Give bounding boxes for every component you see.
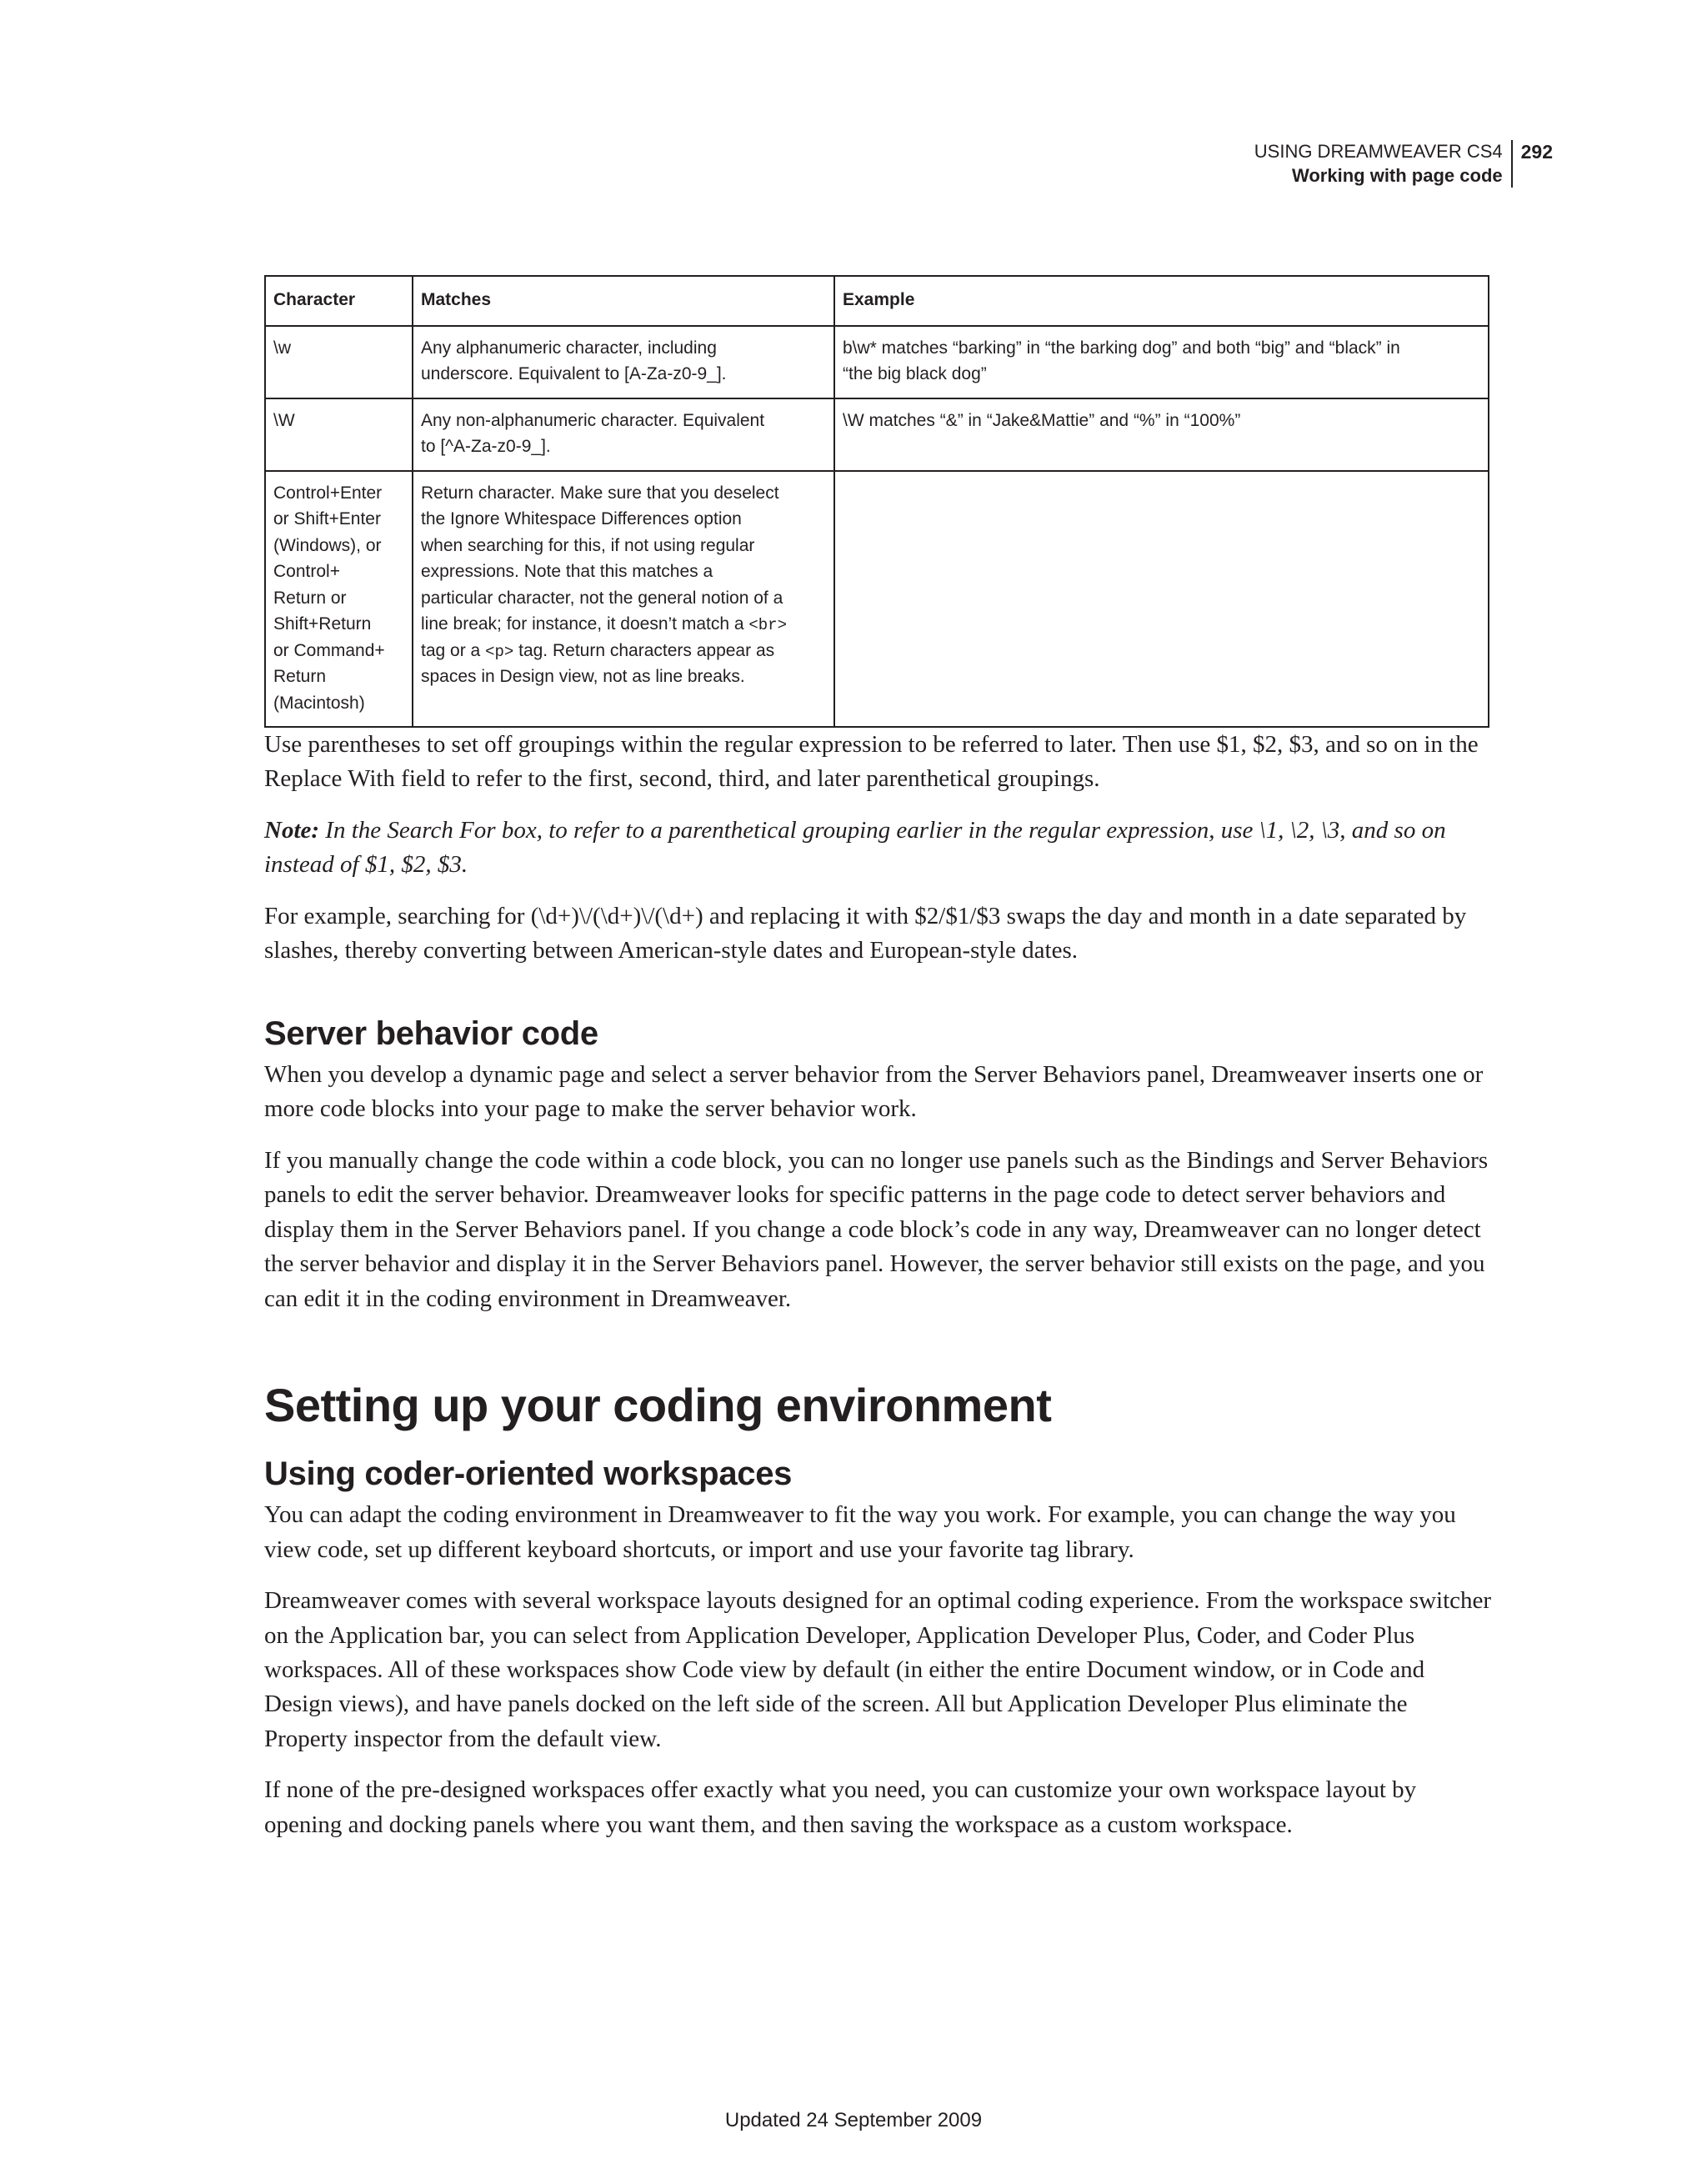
example-cell — [834, 326, 1489, 398]
chapter-title: Working with page code — [1292, 164, 1503, 186]
table-row — [265, 398, 1489, 471]
cell-text: tag or a — [421, 640, 486, 660]
cell-line: Control+ — [273, 562, 340, 581]
cell-line: Shift+Return — [273, 614, 372, 634]
cell-line: underscore. Equivalent to [A-Za-z0-9_]. — [421, 364, 727, 383]
column-header-example: Example — [834, 276, 1489, 326]
table-row — [265, 471, 1489, 728]
cell-line: \W matches “&” in “Jake&Mattie” and “%” in “100%” — [843, 410, 1241, 430]
paragraph-workspaces-1: You can adapt the coding environment in Dreamweaver to fit the way you work. For example, you can change the way you view code, set up different keyboard shortcuts, or import and use your favorite tag library. — [264, 1501, 1456, 1563]
paragraph-groupings: Use parentheses to set off groupings within the regular expression to be referred to later. Then use $1, $2, $3, and so on in the Replace With field to refer to the first, second, third, and later parenthetical groupings. — [264, 731, 1479, 793]
matches-cell — [413, 326, 834, 398]
page-number: 292 — [1520, 141, 1553, 163]
cell-line: or Shift+Enter — [273, 509, 381, 528]
cell-line: spaces in Design view, not as line breaks. — [421, 667, 745, 686]
paragraph-server-2: If you manually change the code within a code block, you can no longer use panels such as the Bindings and Server Behaviors panels to edit the server behavior. Dreamweaver looks for specific patterns in the page code to detect server behaviors and display them in the Server Behaviors panel. If you change a code block’s code in any way, Dreamweaver can no longer detect the server behavior and display it in the Server Behaviors panel. However, the server behavior still exists on the page, and you can edit it in the coding environment in Dreamweaver. — [264, 1146, 1489, 1312]
cell-line: Return or — [273, 588, 347, 608]
cell-line: Return character. Make sure that you deselect — [421, 483, 779, 503]
cell-line: to [^A-Za-z0-9_]. — [421, 437, 551, 456]
cell-text: tag. Return characters appear as — [513, 640, 775, 660]
example-cell — [834, 398, 1489, 471]
cell-line: Any non-alphanumeric character. Equivalent — [421, 410, 765, 430]
matches-cell — [413, 398, 834, 471]
cell-line: when searching for this, if not using regular — [421, 535, 755, 555]
column-header-matches: Matches — [413, 276, 834, 326]
running-head — [1254, 140, 1553, 188]
cell-line: or Command+ — [273, 640, 385, 660]
cell-line: \W — [273, 410, 295, 430]
column-header-character: Character — [265, 276, 413, 326]
page-content — [264, 275, 1494, 1859]
character-cell — [265, 471, 413, 728]
note-label: Note: — [264, 816, 320, 844]
cell-line: “the big black dog” — [843, 364, 987, 383]
running-head-text — [1254, 140, 1513, 188]
example-cell — [834, 471, 1489, 728]
note-paragraph — [264, 814, 1494, 883]
p-tag-code: <p> — [485, 642, 514, 661]
paragraph-workspaces-2: Dreamweaver comes with several workspace layouts designed for an optimal coding experience. From the workspace switcher on the Application bar, you can select from Application Developer, Application Developer Plus, Coder, and Coder Plus workspaces. All of these workspaces show Code view by default (in either the entire Document window, or in Code and Design views), and have panels docked on the left side of the screen. All but Application Developer Plus eliminate the Property inspector from the default view. — [264, 1587, 1492, 1752]
regex-character-table — [264, 275, 1489, 728]
paragraph-server-1: When you develop a dynamic page and select a server behavior from the Server Behaviors panel, Dreamweaver inserts one or more code blocks into your page to make the server behavior work. — [264, 1060, 1484, 1123]
br-tag-code: <br> — [748, 616, 787, 634]
cell-line: Return — [273, 667, 327, 686]
cell-line: \w — [273, 338, 291, 358]
heading-server-behavior-code: Server behavior code — [264, 1014, 598, 1052]
cell-line: (Macintosh) — [273, 693, 365, 713]
character-cell — [265, 398, 413, 471]
table-header-row — [265, 276, 1489, 326]
cell-line: particular character, not the general notion of a — [421, 588, 783, 608]
heading-coder-oriented-workspaces: Using coder-oriented workspaces — [264, 1455, 793, 1493]
cell-line: expressions. Note that this matches a — [421, 562, 713, 581]
heading-setting-up-coding-environment: Setting up your coding environment — [264, 1379, 1052, 1432]
table-row — [265, 326, 1489, 398]
cell-line: (Windows), or — [273, 535, 382, 555]
cell-line — [421, 611, 827, 638]
cell-line: Control+Enter — [273, 483, 383, 503]
cell-line — [421, 638, 827, 664]
paragraph-workspaces-3: If none of the pre-designed workspaces offer exactly what you need, you can customize your own workspace layout by opening and docking panels where you want them, and then saving the workspace as a custom workspace. — [264, 1776, 1417, 1838]
cell-line: the Ignore Whitespace Differences option — [421, 509, 742, 528]
cell-text: line break; for instance, it doesn’t match a — [421, 614, 749, 634]
matches-cell — [413, 471, 834, 728]
book-title: USING DREAMWEAVER CS4 — [1254, 141, 1503, 162]
footer-updated: Updated 24 September 2009 — [724, 2109, 983, 2131]
cell-line: b\w* matches “barking” in “the barking dog” and both “big” and “black” in — [843, 338, 1400, 358]
character-cell — [265, 326, 413, 398]
paragraph-example: For example, searching for (\d+)\/(\d+)\/(\d+) and replacing it with $2/$1/$3 swaps the day and month in a date separated by slashes, thereby converting between American-style dates and European-style dates. — [264, 902, 1467, 964]
note-text: In the Search For box, to refer to a parenthetical grouping earlier in the regular expression, use \1, \2, \3, and so on instead of $1, $2, $3. — [264, 816, 1446, 879]
cell-line: Any alphanumeric character, including — [421, 338, 717, 358]
